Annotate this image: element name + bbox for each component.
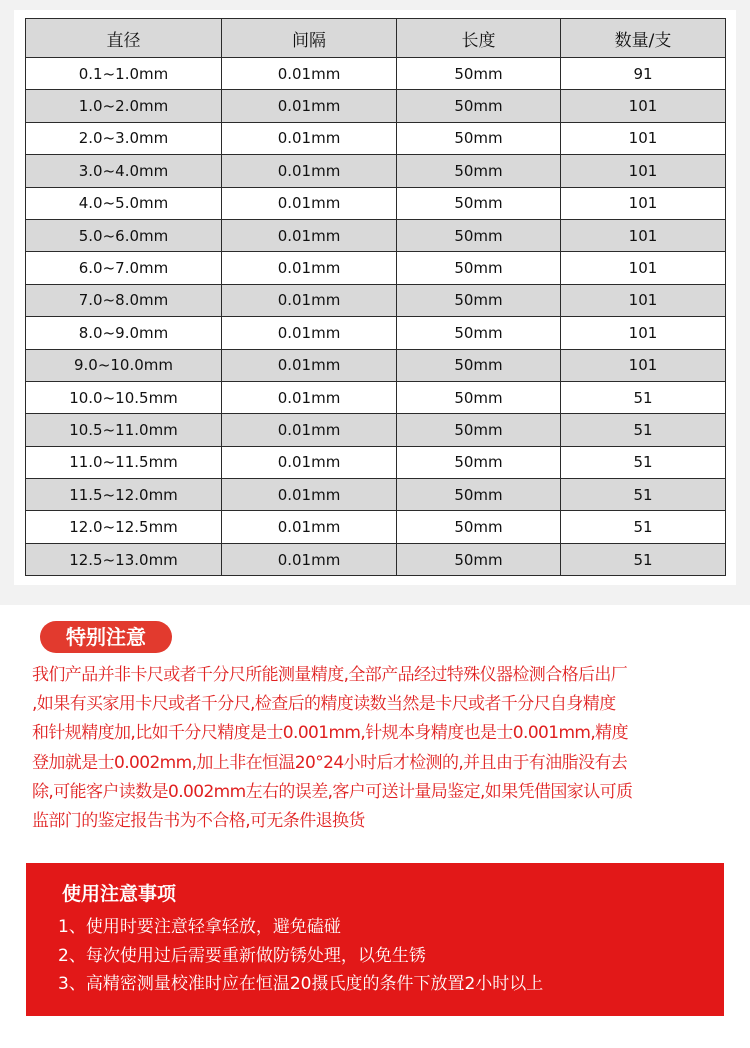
cell-diameter: 1.0~2.0mm <box>26 90 222 122</box>
cell-diameter: 5.0~6.0mm <box>26 219 222 251</box>
table-row <box>26 252 726 284</box>
usage-item: 3、高精密测量校准时应在恒温20摄氏度的条件下放置2小时以上 <box>58 974 544 994</box>
cell-length: 50mm <box>397 219 561 251</box>
cell-length: 50mm <box>397 187 561 219</box>
cell-interval: 0.01mm <box>222 58 397 90</box>
cell-quantity: 101 <box>561 252 726 284</box>
cell-interval: 0.01mm <box>222 219 397 251</box>
cell-quantity: 101 <box>561 187 726 219</box>
table-row <box>26 446 726 478</box>
usage-title: 使用注意事项 <box>62 883 177 905</box>
cell-quantity: 51 <box>561 381 726 413</box>
notice-line: ,如果有买家用卡尺或者千分尺,检查后的精度读数当然是卡尺或者千分尺自身精度 <box>32 694 616 715</box>
cell-diameter: 11.5~12.0mm <box>26 479 222 511</box>
cell-interval: 0.01mm <box>222 543 397 575</box>
cell-interval: 0.01mm <box>222 122 397 154</box>
cell-length: 50mm <box>397 58 561 90</box>
notice-line: 除,可能客户读数是0.002mm左右的误差,客户可送计量局鉴定,如果凭借国家认可质 <box>32 781 633 802</box>
cell-quantity: 51 <box>561 414 726 446</box>
cell-diameter: 4.0~5.0mm <box>26 187 222 219</box>
cell-diameter: 11.0~11.5mm <box>26 446 222 478</box>
cell-quantity: 91 <box>561 58 726 90</box>
cell-quantity: 101 <box>561 284 726 316</box>
cell-length: 50mm <box>397 349 561 381</box>
cell-diameter: 10.5~11.0mm <box>26 414 222 446</box>
cell-length: 50mm <box>397 252 561 284</box>
table-row <box>26 381 726 413</box>
cell-length: 50mm <box>397 479 561 511</box>
cell-interval: 0.01mm <box>222 446 397 478</box>
cell-length: 50mm <box>397 284 561 316</box>
cell-length: 50mm <box>397 414 561 446</box>
cell-interval: 0.01mm <box>222 414 397 446</box>
table-row <box>26 317 726 349</box>
header-length: 长度 <box>397 19 561 58</box>
cell-interval: 0.01mm <box>222 155 397 187</box>
cell-diameter: 7.0~8.0mm <box>26 284 222 316</box>
cell-length: 50mm <box>397 511 561 543</box>
cell-quantity: 51 <box>561 446 726 478</box>
table-row <box>26 155 726 187</box>
table-row <box>26 511 726 543</box>
table-body <box>26 58 726 576</box>
cell-diameter: 12.0~12.5mm <box>26 511 222 543</box>
table-row <box>26 187 726 219</box>
cell-diameter: 3.0~4.0mm <box>26 155 222 187</box>
cell-quantity: 51 <box>561 511 726 543</box>
cell-quantity: 101 <box>561 349 726 381</box>
table-row <box>26 479 726 511</box>
usage-item: 1、使用时要注意轻拿轻放，避免磕碰 <box>58 917 341 937</box>
cell-interval: 0.01mm <box>222 317 397 349</box>
cell-interval: 0.01mm <box>222 381 397 413</box>
usage-list <box>58 913 543 999</box>
notice-line: 登加就是士0.002mm,加上非在恒温20°24小时后才检测的,并且由于有油脂没有去 <box>32 752 628 773</box>
cell-quantity: 101 <box>561 155 726 187</box>
cell-quantity: 101 <box>561 90 726 122</box>
cell-diameter: 9.0~10.0mm <box>26 349 222 381</box>
cell-interval: 0.01mm <box>222 349 397 381</box>
table-row <box>26 90 726 122</box>
table-row <box>26 122 726 154</box>
cell-diameter: 10.0~10.5mm <box>26 381 222 413</box>
cell-length: 50mm <box>397 155 561 187</box>
cell-diameter: 6.0~7.0mm <box>26 252 222 284</box>
cell-interval: 0.01mm <box>222 284 397 316</box>
notice-text <box>32 661 726 836</box>
table-row <box>26 58 726 90</box>
cell-length: 50mm <box>397 90 561 122</box>
cell-length: 50mm <box>397 446 561 478</box>
cell-length: 50mm <box>397 543 561 575</box>
table-row <box>26 349 726 381</box>
table-row <box>26 219 726 251</box>
spec-table-panel <box>14 10 736 585</box>
cell-interval: 0.01mm <box>222 252 397 284</box>
cell-diameter: 8.0~9.0mm <box>26 317 222 349</box>
cell-quantity: 51 <box>561 543 726 575</box>
cell-interval: 0.01mm <box>222 90 397 122</box>
table-row <box>26 284 726 316</box>
table-row <box>26 414 726 446</box>
notice-line: 和针规精度加,比如千分尺精度是士0.001mm,针规本身精度也是士0.001mm,精度 <box>32 723 628 744</box>
cell-interval: 0.01mm <box>222 479 397 511</box>
special-notice-section <box>0 605 750 850</box>
cell-quantity: 101 <box>561 219 726 251</box>
cell-interval: 0.01mm <box>222 187 397 219</box>
cell-length: 50mm <box>397 122 561 154</box>
usage-notes-box <box>26 863 724 1016</box>
header-diameter: 直径 <box>26 19 222 58</box>
cell-diameter: 12.5~13.0mm <box>26 543 222 575</box>
notice-title-badge: 特别注意 <box>40 621 172 653</box>
cell-length: 50mm <box>397 381 561 413</box>
notice-line: 我们产品并非卡尺或者千分尺所能测量精度,全部产品经过特殊仪器检测合格后出厂 <box>32 665 628 685</box>
cell-quantity: 101 <box>561 317 726 349</box>
notice-line: 监部门的鉴定报告书为不合格,可无条件退换货 <box>32 811 365 832</box>
cell-diameter: 2.0~3.0mm <box>26 122 222 154</box>
header-interval: 间隔 <box>222 19 397 58</box>
header-quantity: 数量/支 <box>561 19 726 58</box>
table-header-row <box>26 19 726 58</box>
spec-table <box>25 18 726 576</box>
cell-interval: 0.01mm <box>222 511 397 543</box>
cell-quantity: 51 <box>561 479 726 511</box>
cell-length: 50mm <box>397 317 561 349</box>
usage-item: 2、每次使用过后需要重新做防锈处理，以免生锈 <box>58 945 426 966</box>
cell-quantity: 101 <box>561 122 726 154</box>
cell-diameter: 0.1~1.0mm <box>26 58 222 90</box>
table-row <box>26 543 726 575</box>
